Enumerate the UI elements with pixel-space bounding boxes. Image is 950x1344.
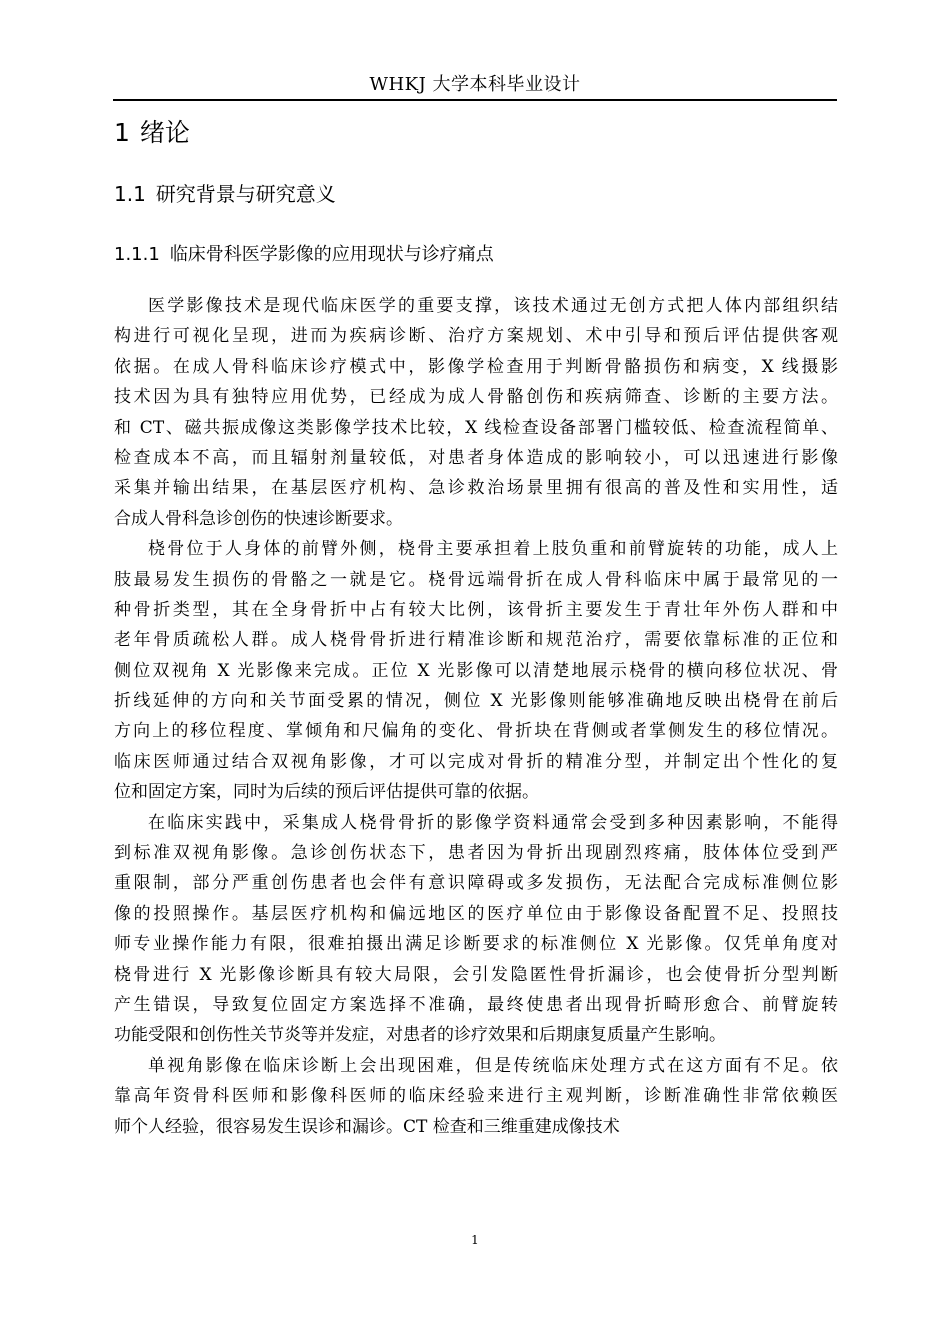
text-line: 位和固定方案，同时为后续的预后评估提供可靠的依据。 xyxy=(114,782,539,803)
text-line: 检查成本不高，而且辐射剂量较低，对患者身体造成的影响较小，可以迅速进行影像 xyxy=(114,447,838,468)
text-line: 桡骨进行 X 光影像诊断具有较大局限，会引发隐匿性骨折漏诊，也会使骨折分型判断 xyxy=(114,964,838,985)
paragraph xyxy=(114,1051,838,1142)
text-line: 到标准双视角影像。急诊创伤状态下，患者因为骨折出现剧烈疼痛，肢体体位受到严 xyxy=(114,843,838,864)
text-line: 合成人骨科急诊创伤的快速诊断要求。 xyxy=(114,508,403,529)
text-line: 重限制，部分严重创伤患者也会伴有意识障碍或多发损伤，无法配合完成标准侧位影 xyxy=(114,873,838,894)
text-line: 技术因为具有独特应用优势，已经成为成人骨骼创伤和疾病筛查、诊断的主要方法。 xyxy=(114,387,838,408)
text-line: 在临床实践中，采集成人桡骨骨折的影像学资料通常会受到多种因素影响，不能得 xyxy=(148,812,838,833)
text-line: 产生错误，导致复位固定方案选择不准确，最终使患者出现骨折畸形愈合、前臂旋转 xyxy=(114,994,838,1015)
section-heading xyxy=(114,179,336,209)
text-line: 种骨折类型，其在全身骨折中占有较大比例，该骨折主要发生于青壮年外伤人群和中 xyxy=(114,599,838,620)
chapter-title: 绪论 xyxy=(139,118,190,147)
subsection-title: 临床骨科医学影像的应用现状与诊疗痛点 xyxy=(169,244,494,265)
text-line: 构进行可视化呈现，进而为疾病诊断、治疗方案规划、术中引导和预后评估提供客观 xyxy=(114,326,838,347)
running-header: WHKJ 大学本科毕业设计 xyxy=(369,74,581,95)
text-line: 像的投照操作。基层医疗机构和偏远地区的医疗单位由于影像设备配置不足、投照技 xyxy=(114,903,838,924)
text-line: 依据。在成人骨科临床诊疗模式中，影像学检查用于判断骨骼损伤和病变，X 线摄影 xyxy=(114,356,838,377)
text-line: 靠高年资骨科医师和影像科医师的临床经验来进行主观判断，诊断准确性非常依赖医 xyxy=(114,1086,838,1107)
text-line: 方向上的移位程度、掌倾角和尺偏角的变化、骨折块在背侧或者掌侧发生的移位情况。 xyxy=(114,721,838,742)
text-line: 采集并输出结果，在基层医疗机构、急诊救治场景里拥有很高的普及性和实用性，适 xyxy=(114,478,838,499)
text-line: 肢最易发生损伤的骨骼之一就是它。桡骨远端骨折在成人骨科临床中属于最常见的一 xyxy=(114,569,838,590)
subsection-heading xyxy=(114,241,494,269)
section-title: 研究背景与研究意义 xyxy=(155,182,336,206)
text-line: 师个人经验，很容易发生误诊和漏诊。CT 检查和三维重建成像技术 xyxy=(114,1116,620,1137)
text-line: 桡骨位于人身体的前臂外侧，桡骨主要承担着上肢负重和前臂旋转的功能，成人上 xyxy=(148,539,838,560)
text-line: 折线延伸的方向和关节面受累的情况，侧位 X 光影像则能够准确地反映出桡骨在前后 xyxy=(114,691,838,712)
text-line: 医学影像技术是现代临床医学的重要支撑，该技术通过无创方式把人体内部组织结 xyxy=(148,296,838,316)
paragraph xyxy=(114,534,838,808)
text-line: 功能受限和创伤性关节炎等并发症，对患者的诊疗效果和后期康复质量产生影响。 xyxy=(114,1025,726,1046)
page-number: 1 xyxy=(471,1233,479,1247)
paragraph xyxy=(114,808,838,1051)
subsection-number: 1.1.1 xyxy=(114,244,160,265)
body-text xyxy=(114,291,838,1142)
chapter-number: 1 xyxy=(114,118,130,147)
text-line: 和 CT、磁共振成像这类影像学技术比较，X 线检查设备部署门槛较低、检查流程简单、 xyxy=(114,417,838,438)
section-number: 1.1 xyxy=(114,182,146,206)
text-line: 临床医师通过结合双视角影像，才可以完成对骨折的精准分型，并制定出个性化的复 xyxy=(114,751,838,772)
text-line: 单视角影像在临床诊断上会出现困难，但是传统临床处理方式在这方面有不足。依 xyxy=(148,1055,838,1076)
text-line: 师专业操作能力有限，很难拍摄出满足诊断要求的标准侧位 X 光影像。仅凭单角度对 xyxy=(114,934,838,955)
chapter-heading xyxy=(114,116,190,150)
header-rule xyxy=(113,99,837,101)
paragraph xyxy=(114,291,838,534)
text-line: 侧位双视角 X 光影像来完成。正位 X 光影像可以清楚地展示桡骨的横向移位状况、骨 xyxy=(114,660,838,681)
text-line: 老年骨质疏松人群。成人桡骨骨折进行精准诊断和规范治疗，需要依靠标准的正位和 xyxy=(114,630,838,651)
